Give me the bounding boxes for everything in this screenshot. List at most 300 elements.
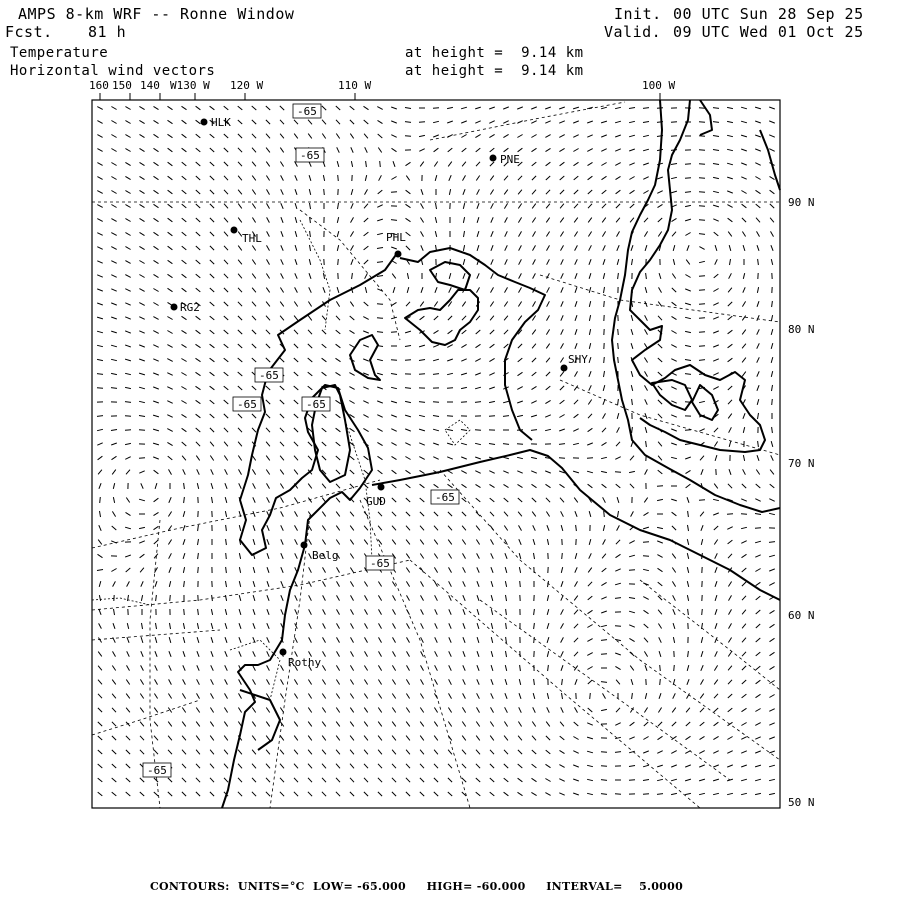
wind-vector <box>713 164 719 165</box>
wind-vector <box>574 596 578 601</box>
wind-vector <box>463 693 466 698</box>
wind-vector <box>449 637 451 642</box>
wind-vector <box>685 765 691 767</box>
wind-vector <box>420 778 424 782</box>
wind-vector <box>182 288 187 292</box>
wind-vector <box>225 469 228 474</box>
wind-vector <box>447 388 453 389</box>
wind-vector <box>420 750 424 755</box>
wind-vector <box>225 623 227 629</box>
wind-vector <box>99 623 102 628</box>
lon-label: 160 <box>89 79 109 92</box>
wind-vector <box>630 190 635 193</box>
wind-vector <box>727 793 733 794</box>
wind-vector <box>351 245 354 250</box>
wind-vector <box>434 736 438 741</box>
wind-vector <box>589 259 591 265</box>
wind-vector <box>769 751 775 753</box>
wind-vector <box>589 315 590 321</box>
wind-vector <box>644 512 649 515</box>
wind-vector <box>743 245 745 251</box>
wind-vector <box>434 512 438 516</box>
wind-vector <box>308 330 312 334</box>
wind-vector <box>631 511 634 516</box>
wind-vector <box>462 722 465 727</box>
wind-vector <box>771 441 773 447</box>
wind-vector <box>476 484 481 487</box>
wind-vector <box>182 162 187 166</box>
contour-labels <box>143 104 459 777</box>
wind-vector <box>728 638 731 643</box>
wind-vector <box>224 372 229 376</box>
wind-vector <box>280 386 284 390</box>
wind-vector <box>644 358 647 363</box>
wind-vector <box>489 358 494 361</box>
wind-vector <box>238 246 242 251</box>
wind-vector <box>715 595 717 601</box>
wind-vector <box>196 456 199 461</box>
wind-vector <box>419 149 424 152</box>
wind-vector <box>462 750 466 755</box>
wind-vector <box>503 457 509 459</box>
wind-vector <box>448 512 452 516</box>
wind-vector <box>111 275 116 278</box>
wind-vector <box>139 331 144 333</box>
wind-vector <box>182 764 186 768</box>
wind-vector <box>587 653 592 656</box>
wind-vector <box>742 568 747 572</box>
wind-vector <box>153 443 159 445</box>
wind-vector <box>546 722 550 727</box>
wind-vector <box>559 121 565 123</box>
wind-vector <box>505 707 508 712</box>
wind-vector <box>140 134 145 137</box>
wind-vector <box>505 259 508 264</box>
wind-vector <box>491 693 494 698</box>
wind-vector <box>742 554 747 557</box>
wind-vector <box>475 471 480 474</box>
wind-vector <box>561 665 563 671</box>
wind-vector <box>111 261 116 264</box>
wind-vector <box>336 750 340 755</box>
wind-vector <box>699 401 705 402</box>
wind-vector <box>491 273 494 278</box>
wind-vector <box>406 232 411 236</box>
wind-vector <box>685 205 691 206</box>
wind-vector <box>111 289 116 291</box>
peninsula-coast <box>692 385 718 420</box>
peninsula-coast <box>652 380 692 410</box>
wind-vector <box>673 623 675 629</box>
wind-vector <box>140 554 145 558</box>
wind-vector <box>727 527 732 530</box>
wind-vector <box>574 638 578 642</box>
wind-vector <box>266 288 269 293</box>
wind-vector <box>448 526 452 531</box>
wind-vector <box>322 665 325 670</box>
wind-vector <box>629 638 634 641</box>
wind-vector <box>490 764 494 768</box>
wind-vector <box>224 708 227 713</box>
wind-vector <box>770 652 775 655</box>
wind-vector <box>336 301 339 306</box>
wind-vector <box>183 679 186 684</box>
wind-vector <box>727 205 732 208</box>
station-label: PNE <box>500 153 520 166</box>
wind-vector <box>601 107 607 109</box>
wind-vector <box>182 106 187 109</box>
wind-vector <box>294 764 298 769</box>
wind-vector <box>153 401 159 403</box>
wind-vector <box>547 595 548 601</box>
wind-vector <box>769 779 775 780</box>
wind-vector <box>772 427 773 433</box>
wind-vector <box>167 345 172 348</box>
wind-vector <box>643 191 648 194</box>
wind-vector <box>252 750 256 755</box>
wind-vector <box>99 581 101 587</box>
wind-vector <box>127 623 128 629</box>
wind-vector <box>603 399 605 405</box>
wind-vector <box>168 456 173 460</box>
wind-vector <box>687 679 689 685</box>
wind-vector <box>323 175 324 181</box>
wind-vector <box>757 301 759 307</box>
field2-height: at height = 9.14 km <box>405 62 584 80</box>
wind-vector <box>434 316 438 320</box>
wind-vector <box>421 609 424 614</box>
wind-vector <box>699 290 705 291</box>
wind-vector <box>184 581 185 587</box>
wind-vector <box>280 456 284 461</box>
wind-vector <box>533 539 535 545</box>
wind-vector <box>602 554 606 559</box>
wind-vector <box>336 400 341 403</box>
wind-vector <box>741 723 746 726</box>
wind-vector <box>643 751 649 753</box>
wind-vector <box>337 609 340 614</box>
wind-vector <box>476 722 479 727</box>
wind-vector <box>448 750 452 755</box>
wind-vector <box>308 750 312 755</box>
wind-vector <box>475 387 481 389</box>
wind-vector <box>139 499 145 501</box>
wind-vector <box>504 302 507 307</box>
wind-vector <box>741 793 747 794</box>
wind-vector <box>728 666 732 671</box>
wind-vector <box>504 736 508 741</box>
wind-vector <box>672 526 676 530</box>
wind-vector <box>615 457 620 460</box>
wind-vector <box>770 484 775 488</box>
wind-vector <box>504 512 508 517</box>
wind-vector <box>686 470 691 473</box>
field2-name: Horizontal wind vectors <box>10 62 215 80</box>
wind-vector <box>238 442 242 447</box>
wind-vector <box>727 149 733 150</box>
wind-vector <box>406 484 411 488</box>
wind-vector <box>153 415 159 417</box>
wind-vector <box>546 512 549 517</box>
wind-vector <box>351 609 354 614</box>
wind-vector <box>281 581 283 587</box>
wind-vector <box>504 778 509 782</box>
wind-vector <box>657 765 663 767</box>
wind-vector <box>97 233 102 236</box>
wind-vector <box>168 512 171 517</box>
wind-vector <box>715 609 717 615</box>
wind-vector <box>406 679 409 684</box>
wind-vector <box>562 679 563 685</box>
wind-vector <box>573 779 579 781</box>
wind-vector <box>727 107 733 108</box>
wind-vector <box>420 484 425 488</box>
wind-vector <box>658 582 663 586</box>
wind-vector <box>490 176 494 181</box>
wind-vector <box>182 232 187 236</box>
wind-vector <box>196 722 200 727</box>
wind-vector <box>546 344 549 349</box>
wind-vector <box>336 120 340 124</box>
wind-vector <box>477 707 480 712</box>
wind-vector <box>212 497 213 503</box>
wind-vector <box>182 148 187 152</box>
wind-vector <box>100 497 101 503</box>
wind-vector <box>713 387 718 390</box>
wind-vector <box>97 247 102 250</box>
wind-vector <box>671 457 677 458</box>
wind-vector <box>491 245 493 251</box>
wind-vector <box>421 231 424 236</box>
wind-vector <box>770 204 774 208</box>
wind-vector <box>503 401 509 403</box>
wind-vector <box>140 778 144 782</box>
wind-vector <box>322 316 326 321</box>
wind-vector <box>531 457 537 458</box>
wind-vector <box>645 385 648 390</box>
wind-vector <box>181 387 186 390</box>
wind-vector <box>97 261 102 263</box>
wind-vector <box>756 652 761 656</box>
wind-vector <box>419 443 425 445</box>
wind-vector <box>336 484 340 488</box>
wind-vector <box>350 694 353 699</box>
wind-vector <box>183 665 185 670</box>
wind-vector <box>113 497 114 503</box>
wind-vector <box>197 637 199 643</box>
wind-vector <box>239 609 241 615</box>
wind-vector <box>377 387 383 389</box>
wind-vector <box>547 539 548 545</box>
wind-vector <box>659 637 662 642</box>
wind-vector <box>365 189 368 194</box>
wind-vector <box>295 287 298 292</box>
wind-vector <box>364 750 368 755</box>
wind-vector <box>519 273 522 278</box>
wind-vector <box>350 581 353 586</box>
wind-vector <box>729 427 732 432</box>
wind-vector <box>391 247 397 249</box>
wind-vector <box>491 679 493 685</box>
wind-vector <box>308 372 313 376</box>
wind-vector <box>281 595 283 601</box>
wind-vector <box>463 665 465 670</box>
wind-vector <box>252 414 256 418</box>
wind-vector <box>477 553 480 558</box>
wind-vector <box>672 232 676 237</box>
wind-vector <box>643 527 649 529</box>
wind-vector <box>196 176 200 180</box>
wind-vector <box>476 764 480 768</box>
wind-vector <box>393 595 396 600</box>
wind-vector <box>365 651 368 656</box>
wind-vector <box>126 498 129 503</box>
wind-vector <box>322 736 326 741</box>
forecast-label: Fcst. <box>5 23 53 41</box>
wind-vector <box>280 736 284 741</box>
wind-vector <box>517 387 522 390</box>
wind-vector <box>477 651 479 657</box>
wind-vector <box>113 651 116 656</box>
wind-vector <box>615 569 620 571</box>
wind-vector <box>463 245 464 251</box>
wind-vector <box>713 331 719 333</box>
wind-vector <box>139 416 145 417</box>
wind-vector <box>281 497 284 502</box>
wind-vector <box>601 611 607 613</box>
wind-vector <box>700 736 705 739</box>
wind-vector <box>575 567 577 572</box>
wind-vector <box>491 231 493 237</box>
wind-vector <box>435 287 437 293</box>
station-marker <box>395 251 402 258</box>
wind-vector <box>632 399 633 405</box>
wind-vector <box>211 651 213 657</box>
wind-vector <box>252 176 256 181</box>
wind-vector <box>377 248 383 249</box>
wind-vector <box>280 792 284 796</box>
wind-vector <box>224 218 228 223</box>
wind-vector <box>281 217 283 223</box>
wind-vector <box>602 428 606 432</box>
wind-vector <box>756 680 761 684</box>
wind-vector <box>337 623 340 628</box>
wind-vector <box>631 385 632 391</box>
wind-vector <box>561 707 564 712</box>
wind-vector <box>475 402 481 403</box>
wind-vector <box>154 750 158 754</box>
wind-vector <box>476 540 479 545</box>
wind-vector <box>406 778 410 782</box>
wind-vector <box>112 736 116 740</box>
wind-vector <box>433 374 439 375</box>
wind-vector <box>504 148 509 152</box>
wind-vector <box>755 107 761 109</box>
lat-label: 50 N <box>788 796 815 809</box>
wind-vector <box>618 357 619 363</box>
wind-vector <box>756 666 761 670</box>
wind-vector <box>658 372 662 376</box>
wind-vector <box>125 527 131 529</box>
wind-vector <box>715 567 717 573</box>
wind-vector <box>601 597 606 599</box>
wind-vector <box>756 484 761 488</box>
wind-vector <box>252 274 256 279</box>
wind-vector <box>182 316 187 319</box>
wind-vector <box>489 134 494 137</box>
wind-vector <box>561 245 564 250</box>
wind-vector <box>266 792 270 796</box>
wind-vector <box>575 273 577 279</box>
wind-vector <box>350 750 354 755</box>
wind-vector <box>141 637 143 643</box>
wind-vector <box>392 582 395 587</box>
wind-vector <box>701 469 703 475</box>
wind-vector <box>378 778 382 782</box>
wind-vector <box>308 386 313 390</box>
wind-vector <box>253 567 255 573</box>
wind-vector <box>688 651 689 657</box>
wind-vector <box>743 427 744 433</box>
wind-vector <box>476 736 480 741</box>
wind-vector <box>364 470 369 474</box>
wind-vector <box>252 148 256 153</box>
wind-vector <box>587 765 593 766</box>
wind-vector <box>743 287 745 292</box>
wind-vector <box>210 134 215 138</box>
wind-vector <box>743 413 745 419</box>
wind-vector <box>575 301 577 307</box>
wind-vector <box>420 470 425 473</box>
wind-vector <box>309 553 312 558</box>
wind-vector <box>393 651 396 656</box>
wind-vector <box>419 429 425 431</box>
field1-height: at height = 9.14 km <box>405 44 584 62</box>
wind-vector <box>111 233 116 236</box>
wind-vector <box>601 457 607 458</box>
wind-vector <box>588 582 592 586</box>
wind-vector <box>154 792 158 796</box>
wind-vector <box>448 792 452 796</box>
station-label: GUD <box>366 495 386 508</box>
wind-vector <box>280 120 284 124</box>
wind-vector <box>574 414 579 418</box>
wind-vector <box>125 149 130 152</box>
wind-vector <box>491 637 492 643</box>
wind-vector <box>518 372 523 375</box>
wind-vector <box>743 455 744 461</box>
station-label: HLK <box>211 116 231 129</box>
wind-vector <box>308 414 313 418</box>
wind-vector <box>238 764 242 769</box>
wind-vector <box>769 709 774 712</box>
wind-vector <box>154 470 159 474</box>
wind-vector <box>672 581 675 586</box>
wind-vector <box>742 638 746 643</box>
wind-vector <box>308 694 311 699</box>
wind-vector <box>155 483 157 489</box>
wind-vector <box>252 204 255 209</box>
wind-vector <box>170 595 171 601</box>
wind-vector <box>700 722 705 726</box>
wind-vector <box>660 665 661 671</box>
wind-vector <box>756 204 761 208</box>
wind-vector <box>630 204 634 208</box>
wind-vector <box>184 609 185 615</box>
low-value: -65.000 <box>357 880 406 893</box>
wind-vector <box>322 792 326 796</box>
wind-vector <box>154 120 159 123</box>
